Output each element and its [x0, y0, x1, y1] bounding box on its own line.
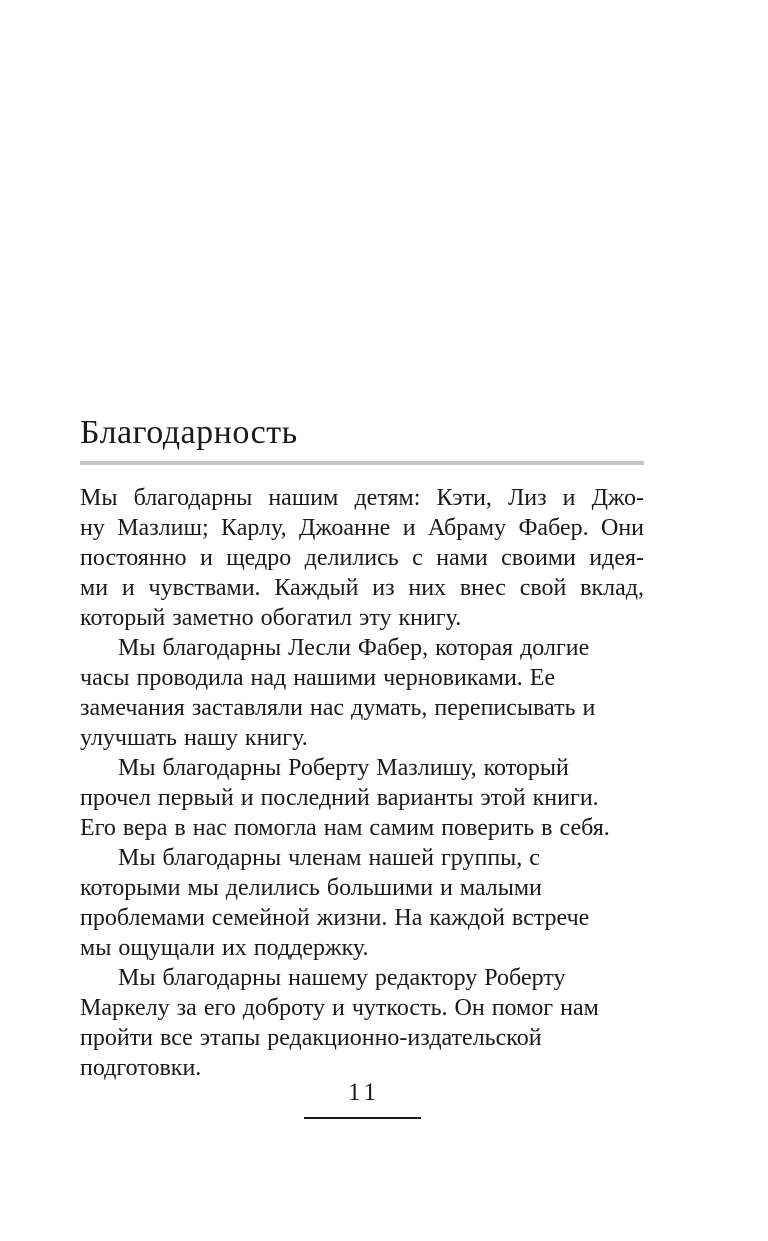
text-line: пройти все этапы редакционно-издательской	[80, 1024, 542, 1051]
paragraph	[80, 753, 644, 843]
text-line: прочел первый и последний варианты этой книги.	[80, 784, 599, 811]
page-footer	[80, 1078, 644, 1119]
text-line: Мы благодарны Роберту Мазлишу, который	[118, 754, 569, 781]
text-line: проблемами семейной жизни. На каждой встрече	[80, 904, 590, 931]
text-line: которыми мы делились большими и малыми	[80, 874, 542, 901]
text-line: Мы благодарны нашим детям: Кэти, Лиз и Джо-	[80, 484, 644, 511]
text-line: часы проводила над нашими черновиками. Ее	[80, 664, 556, 691]
body-paragraphs	[80, 483, 644, 1083]
text-line: который заметно обогатил эту книгу.	[80, 604, 462, 631]
text-line: Мы благодарны членам нашей группы, с	[118, 844, 540, 871]
text-line: улучшать нашу книгу.	[80, 724, 308, 751]
text-line: постоянно и щедро делились с нами своими идея-	[80, 544, 644, 571]
paragraph	[80, 633, 644, 753]
text-line: подготовки.	[80, 1054, 202, 1081]
paragraph	[80, 483, 644, 633]
page-title: Благодарность	[80, 414, 298, 451]
page-number: 11	[347, 1079, 381, 1106]
text-block	[80, 0, 644, 1083]
footer-rule	[304, 1117, 421, 1119]
heading-rule	[80, 461, 644, 465]
paragraph	[80, 963, 644, 1083]
text-line: Его вера в нас помогла нам самим поверить в себя.	[80, 814, 610, 841]
text-line: Мы благодарны Лесли Фабер, которая долгие	[118, 634, 590, 661]
text-line: Маркелу за его доброту и чуткость. Он помог нам	[80, 994, 599, 1021]
text-line: мы ощущали их поддержку.	[80, 934, 369, 961]
text-line: Мы благодарны нашему редактору Роберту	[118, 964, 566, 991]
top-margin	[80, 0, 644, 412]
text-line: ми и чувствами. Каждый из них внес свой вклад,	[80, 574, 644, 601]
paragraph	[80, 843, 644, 963]
text-line: замечания заставляли нас думать, переписывать и	[80, 694, 596, 721]
text-line: ну Мазлиш; Карлу, Джоанне и Абраму Фабер. Они	[80, 514, 644, 541]
